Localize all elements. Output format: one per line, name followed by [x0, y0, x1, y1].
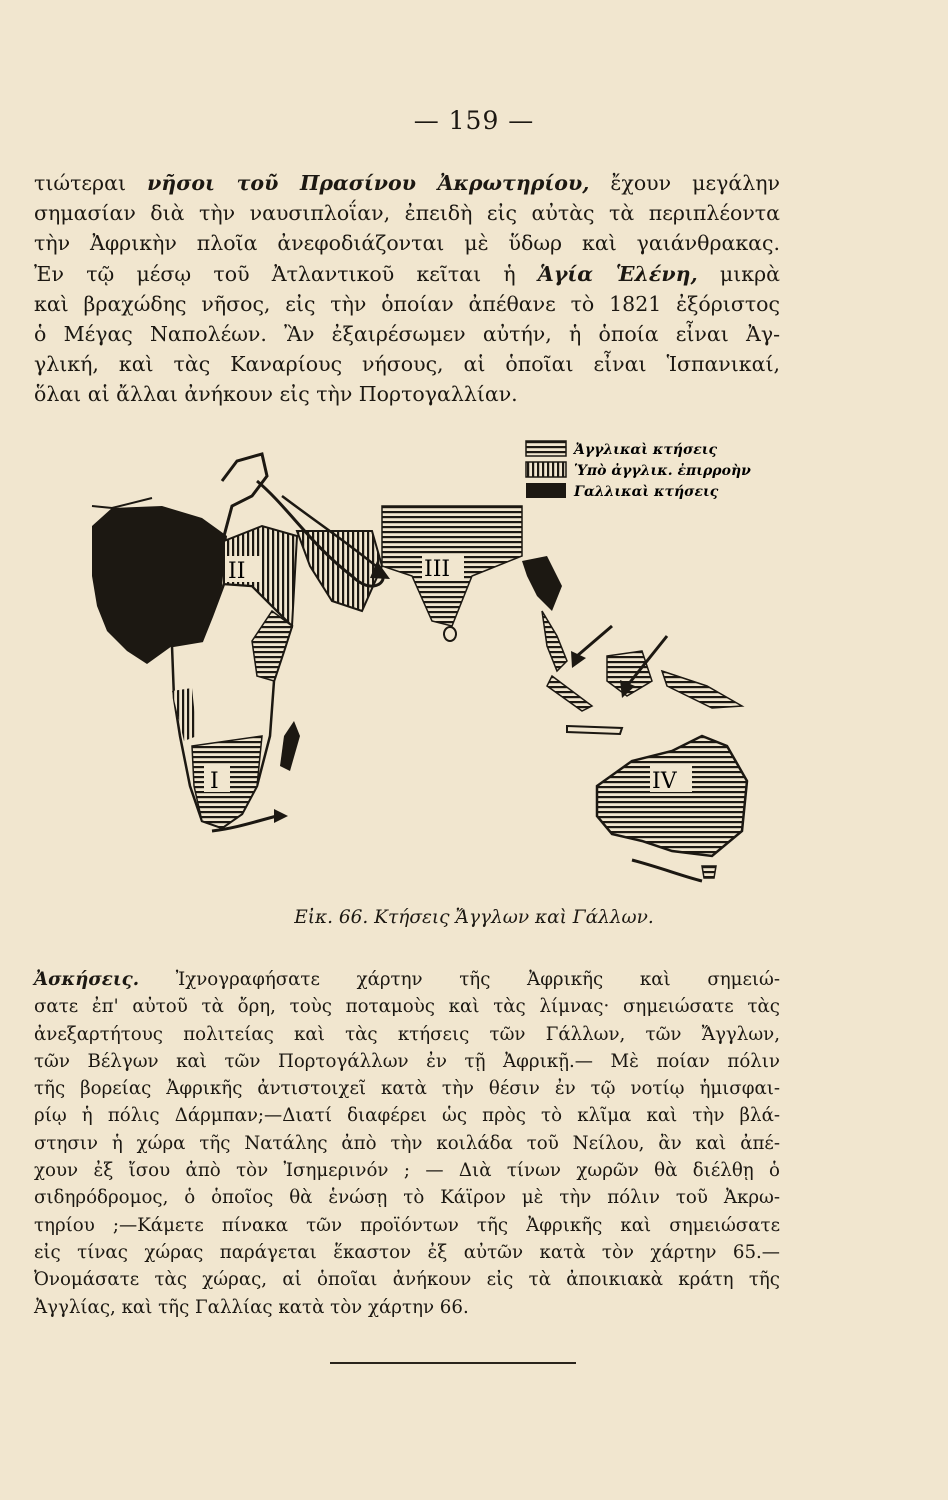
text-line: χουν ἐξ ἴσου ἀπὸ τὸν Ἰσημερινόν ; — Διὰ τίνων χωρῶν θὰ διέλθῃ ὁ	[34, 1160, 780, 1182]
text-line: τιώτεραι νῆσοι τοῦ Πρασίνου Ἀκρωτηρίου, ἔχουν μεγάλην	[34, 171, 780, 195]
region-label-ii: II	[228, 559, 246, 584]
text-line: εἰς τίνας χώρας παράγεται ἕκαστον ἐξ αὐτῶν κατὰ τὸν χάρτην 65.—	[34, 1241, 780, 1263]
legend-swatch-english	[526, 441, 566, 456]
arrowhead-icon	[274, 809, 288, 823]
english-possessions-australia	[597, 736, 747, 856]
region-label-iii: III	[424, 557, 451, 582]
main-paragraph	[34, 168, 780, 410]
saint-helena-emphasis: Ἁγία Ἑλένη,	[537, 261, 698, 286]
colonial-possessions-map	[52, 436, 772, 906]
legend-label-english: Ἀγγλικαὶ κτήσεις	[574, 442, 718, 458]
text-line: τηρίου ;—Κάμετε πίνακα τῶν προϊόντων τῆς Ἀφρικῆς καὶ σημειώσατε	[34, 1214, 780, 1236]
text-line: ὁ Μέγας Ναπολέων. Ἂν ἐξαιρέσωμεν αὐτήν, ἡ ὁποία εἶναι Ἀγ-	[34, 322, 780, 347]
middle-east-influence	[297, 531, 382, 611]
region-label-i: I	[210, 769, 219, 794]
madagascar	[280, 721, 300, 771]
exercises-paragraph	[34, 966, 780, 1321]
end-rule	[330, 1362, 576, 1364]
text-line: τὴν Ἀφρικὴν πλοῖα ἀνεφοδιάζονται μὲ ὕδωρ καὶ γαιάνθρακας.	[34, 231, 780, 256]
legend-label-english-influence: Ὑπὸ ἀγγλικ. ἐπιρροὴν	[574, 463, 751, 479]
text-line: στησιν ἡ χώρα τῆς Νατάλης ἀπὸ τὴν κοιλάδα τοῦ Νείλου, ἂν καὶ ἀπέ-	[34, 1132, 780, 1154]
page-number: — 159 —	[413, 106, 535, 135]
region-label-iv: IV	[652, 769, 677, 794]
new-guinea	[662, 671, 742, 708]
ceylon	[444, 627, 456, 641]
text-line: γλική, καὶ τὰς Καναρίους νήσους, αἱ ὁποῖαι εἶναι Ἱσπανικαί,	[34, 352, 780, 377]
route-arrow-australia	[632, 860, 702, 881]
europe-outline	[222, 454, 267, 536]
legend-swatch-english-influence	[526, 462, 566, 477]
exercises-heading: Ἀσκήσεις.	[34, 969, 140, 990]
java	[567, 726, 622, 734]
text-line: σατε ἐπ' αὐτοῦ τὰ ὄρη, τοὺς ποταμοὺς καὶ τὰς λίμνας· σημειώσατε τὰς	[34, 996, 780, 1018]
text-line: Ἀγγλίας, καὶ τῆς Γαλλίας κατὰ τὸν χάρτην 66.	[34, 1296, 469, 1318]
french-possessions-indochina	[522, 556, 562, 611]
cape-verde-islands-emphasis: νῆσοι τοῦ Πρασίνου Ἀκρωτηρίου,	[147, 171, 590, 195]
text-line: ὅλαι αἱ ἄλλαι ἀνήκουν εἰς τὴν Πορτογαλλίαν.	[34, 382, 518, 407]
text-line: ρίῳ ἡ πόλις Δάρμπαν;—Διατί διαφέρει ὡς πρὸς τὸ κλῖμα καὶ τὴν βλά-	[34, 1105, 780, 1127]
europe-coast	[92, 498, 152, 508]
text-line: σημασίαν διὰ τὴν ναυσιπλοΐαν, ἐπειδὴ εἰς αὐτὰς τὰ περιπλέοντα	[34, 201, 780, 226]
text-line: Ἀσκήσεις. Ἰχνογραφήσατε χάρτην τῆς Ἀφρικῆς καὶ σημειώ-	[34, 969, 780, 990]
text-line: Ἐν τῷ μέσῳ τοῦ Ἀτλαντικοῦ κεῖται ἡ Ἁγία Ἑλένη, μικρὰ	[34, 261, 780, 286]
legend-swatch-french	[526, 483, 566, 498]
legend-label-french: Γαλλικαὶ κτήσεις	[574, 484, 719, 500]
text-line: τῆς βορείας Ἀφρικῆς ἀντιστοιχεῖ κατὰ τὴν θέσιν ἐν τῷ νοτίῳ ἡμισφαι-	[34, 1078, 780, 1100]
text-line: Ὀνομάσατε τὰς χώρας, αἱ ὁποῖαι ἀνήκουν εἰς τὰ ἀποικιακὰ κράτη τῆς	[34, 1269, 780, 1291]
figure-caption: Εἰκ. 66. Κτήσεις Ἄγγλων καὶ Γάλλων.	[294, 907, 654, 928]
tasmania	[702, 866, 716, 878]
text-line: καὶ βραχώδης νῆσος, εἰς τὴν ὁποίαν ἀπέθανε τὸ 1821 ἐξόριστος	[34, 291, 780, 316]
text-line: ἀνεξαρτήτους πολιτείας καὶ τὰς κτήσεις τῶν Γάλλων, τῶν Ἄγγλων,	[34, 1023, 780, 1045]
text-line: σιδηρόδρομος, ὁ ὁποῖος θὰ ἑνώσῃ τὸ Κάϊρον μὲ τὴν πόλιν τοῦ Ἀκρω-	[34, 1187, 780, 1209]
sumatra	[547, 676, 592, 711]
text-line: τῶν Βέλγων καὶ τῶν Πορτογάλλων ἐν τῇ Ἀφρικῇ.— Μὲ ποίαν πόλιν	[34, 1050, 780, 1072]
malay-peninsula	[542, 611, 567, 671]
route-arrow-east-indies	[577, 626, 612, 656]
